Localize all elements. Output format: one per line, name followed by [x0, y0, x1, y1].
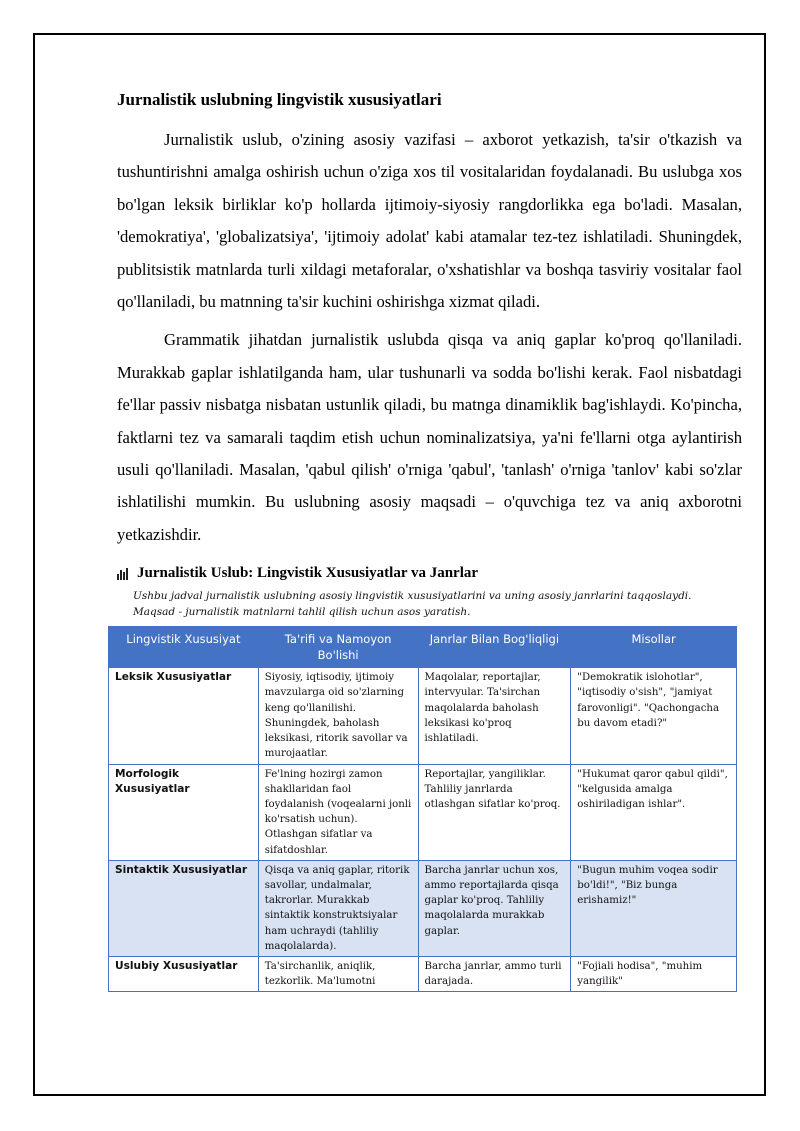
row-label: Leksik Xususiyatlar	[109, 668, 259, 764]
paragraph-lexical: Jurnalistik uslub, o'zining asosiy vazifasi – axborot yetkazish, ta'sir o'tkazish va tushuntirishni amalga oshirish uchun o'ziga xos til vositalaridan foydalanadi. Bu uslubga xos bo'lgan leksik birliklar ko'p hollarda ijtimoiy-siyosiy rangdorlikka ega bo'ladi. Masalan, 'demokratiya', 'globalizatsiya', 'ijtimoiy adolat' kabi atamalar tez-tez ishlatiladi. Shuningdek, publitsistik matnlarda turli xildagi metaforalar, o'xshatishlar va boshqa tasviriy vositalar faol qo'llaniladi, bu matnning ta'sir kuchini oshirishga xizmat qiladi.	[117, 130, 742, 312]
row-label: Uslubiy Xususiyatlar	[109, 956, 259, 991]
table-caption-line-2: Maqsad - jurnalistik matnlarni tahlil qilish uchun asos yaratish.	[133, 606, 471, 619]
table-title: Jurnalistik Uslub: Lingvistik Xususiyatlar va Janrlar	[137, 565, 479, 582]
column-header-feature: Lingvistik Xususiyat	[109, 627, 259, 668]
table-header-row	[109, 627, 737, 668]
row-examples: "Demokratik islohotlar", "iqtisodiy o'sish", "jamiyat farovonligi". "Qachongacha bu davom etadi?"	[571, 668, 737, 764]
table-caption	[133, 588, 742, 620]
table-row	[109, 860, 737, 956]
document-heading: Jurnalistik uslubning lingvistik xususiyatlari	[117, 90, 442, 109]
row-genres: Barcha janrlar, ammo turli darajada.	[418, 956, 571, 991]
table-row	[109, 956, 737, 991]
table-title-row	[117, 565, 742, 582]
row-definition: Siyosiy, iqtisodiy, ijtimoiy mavzularga oid so'zlarning keng qo'llanilishi. Shuningdek, baholash leksikasi, ritorik savollar va murojaatlar.	[258, 668, 418, 764]
row-label: Morfologik Xususiyatlar	[109, 764, 259, 860]
features-table	[108, 626, 737, 992]
row-genres: Barcha janrlar uchun xos, ammo reportajlarda qisqa gaplar ko'proq. Tahliliy maqolalarda murakkab gaplar.	[418, 860, 571, 956]
row-examples: "Hukumat qaror qabul qildi", "kelgusida amalga oshiriladigan ishlar".	[571, 764, 737, 860]
row-examples: "Bugun muhim voqea sodir bo'ldi!", "Biz bunga erishamiz!"	[571, 860, 737, 956]
row-definition: Ta'sirchanlik, aniqlik, tezkorlik. Ma'lumotni	[258, 956, 418, 991]
column-header-examples: Misollar	[571, 627, 737, 668]
table-caption-line-1: Ushbu jadval jurnalistik uslubning asosiy lingvistik xususiyatlarini va uning asosiy janrlarini taqqoslaydi.	[133, 590, 692, 603]
paragraph-grammatical: Grammatik jihatdan jurnalistik uslubda qisqa va aniq gaplar ko'proq qo'llaniladi. Murakkab gaplar ishlatilganda ham, ular tushunarli va sodda bo'lishi kerak. Faol nisbatdagi fe'llar passiv nisbatga nisbatan ustunlik qiladi, bu matnga dinamiklik bag'ishlaydi. Ko'pincha, faktlarni tez va samarali taqdim etish uchun nominalizatsiya, ya'ni fe'llarni otga aylantirish usuli qo'llaniladi. Masalan, 'qabul qilish' o'rniga 'qabul', 'tanlash' o'rniga 'tanlov' kabi so'zlar ishlatilishi mumkin. Bu uslubning asosiy maqsadi – o'quvchiga tez va aniq axborotni yetkazishdir.	[117, 330, 742, 544]
row-label: Sintaktik Xususiyatlar	[109, 860, 259, 956]
bar-chart-icon	[117, 568, 131, 580]
document-body	[117, 88, 742, 992]
row-definition: Fe'lning hozirgi zamon shakllaridan faol foydalanish (voqealarni jonli ko'rsatish uchun). Otlashgan sifatlar va sifatdoshlar.	[258, 764, 418, 860]
table-row	[109, 668, 737, 764]
row-genres: Maqolalar, reportajlar, intervyular. Ta'sirchan maqolalarda baholash leksikasi ko'proq ishlatiladi.	[418, 668, 571, 764]
column-header-genres: Janrlar Bilan Bog'liqligi	[418, 627, 571, 668]
row-examples: "Fojiali hodisa", "muhim yangilik"	[571, 956, 737, 991]
row-definition: Qisqa va aniq gaplar, ritorik savollar, undalmalar, takrorlar. Murakkab sintaktik konstruktsiyalar ham uchraydi (tahliliy maqolalarda).	[258, 860, 418, 956]
table-row	[109, 764, 737, 860]
row-genres: Reportajlar, yangiliklar. Tahliliy janrlarda otlashgan sifatlar ko'proq.	[418, 764, 571, 860]
column-header-definition: Ta'rifi va Namoyon Bo'lishi	[258, 627, 418, 668]
